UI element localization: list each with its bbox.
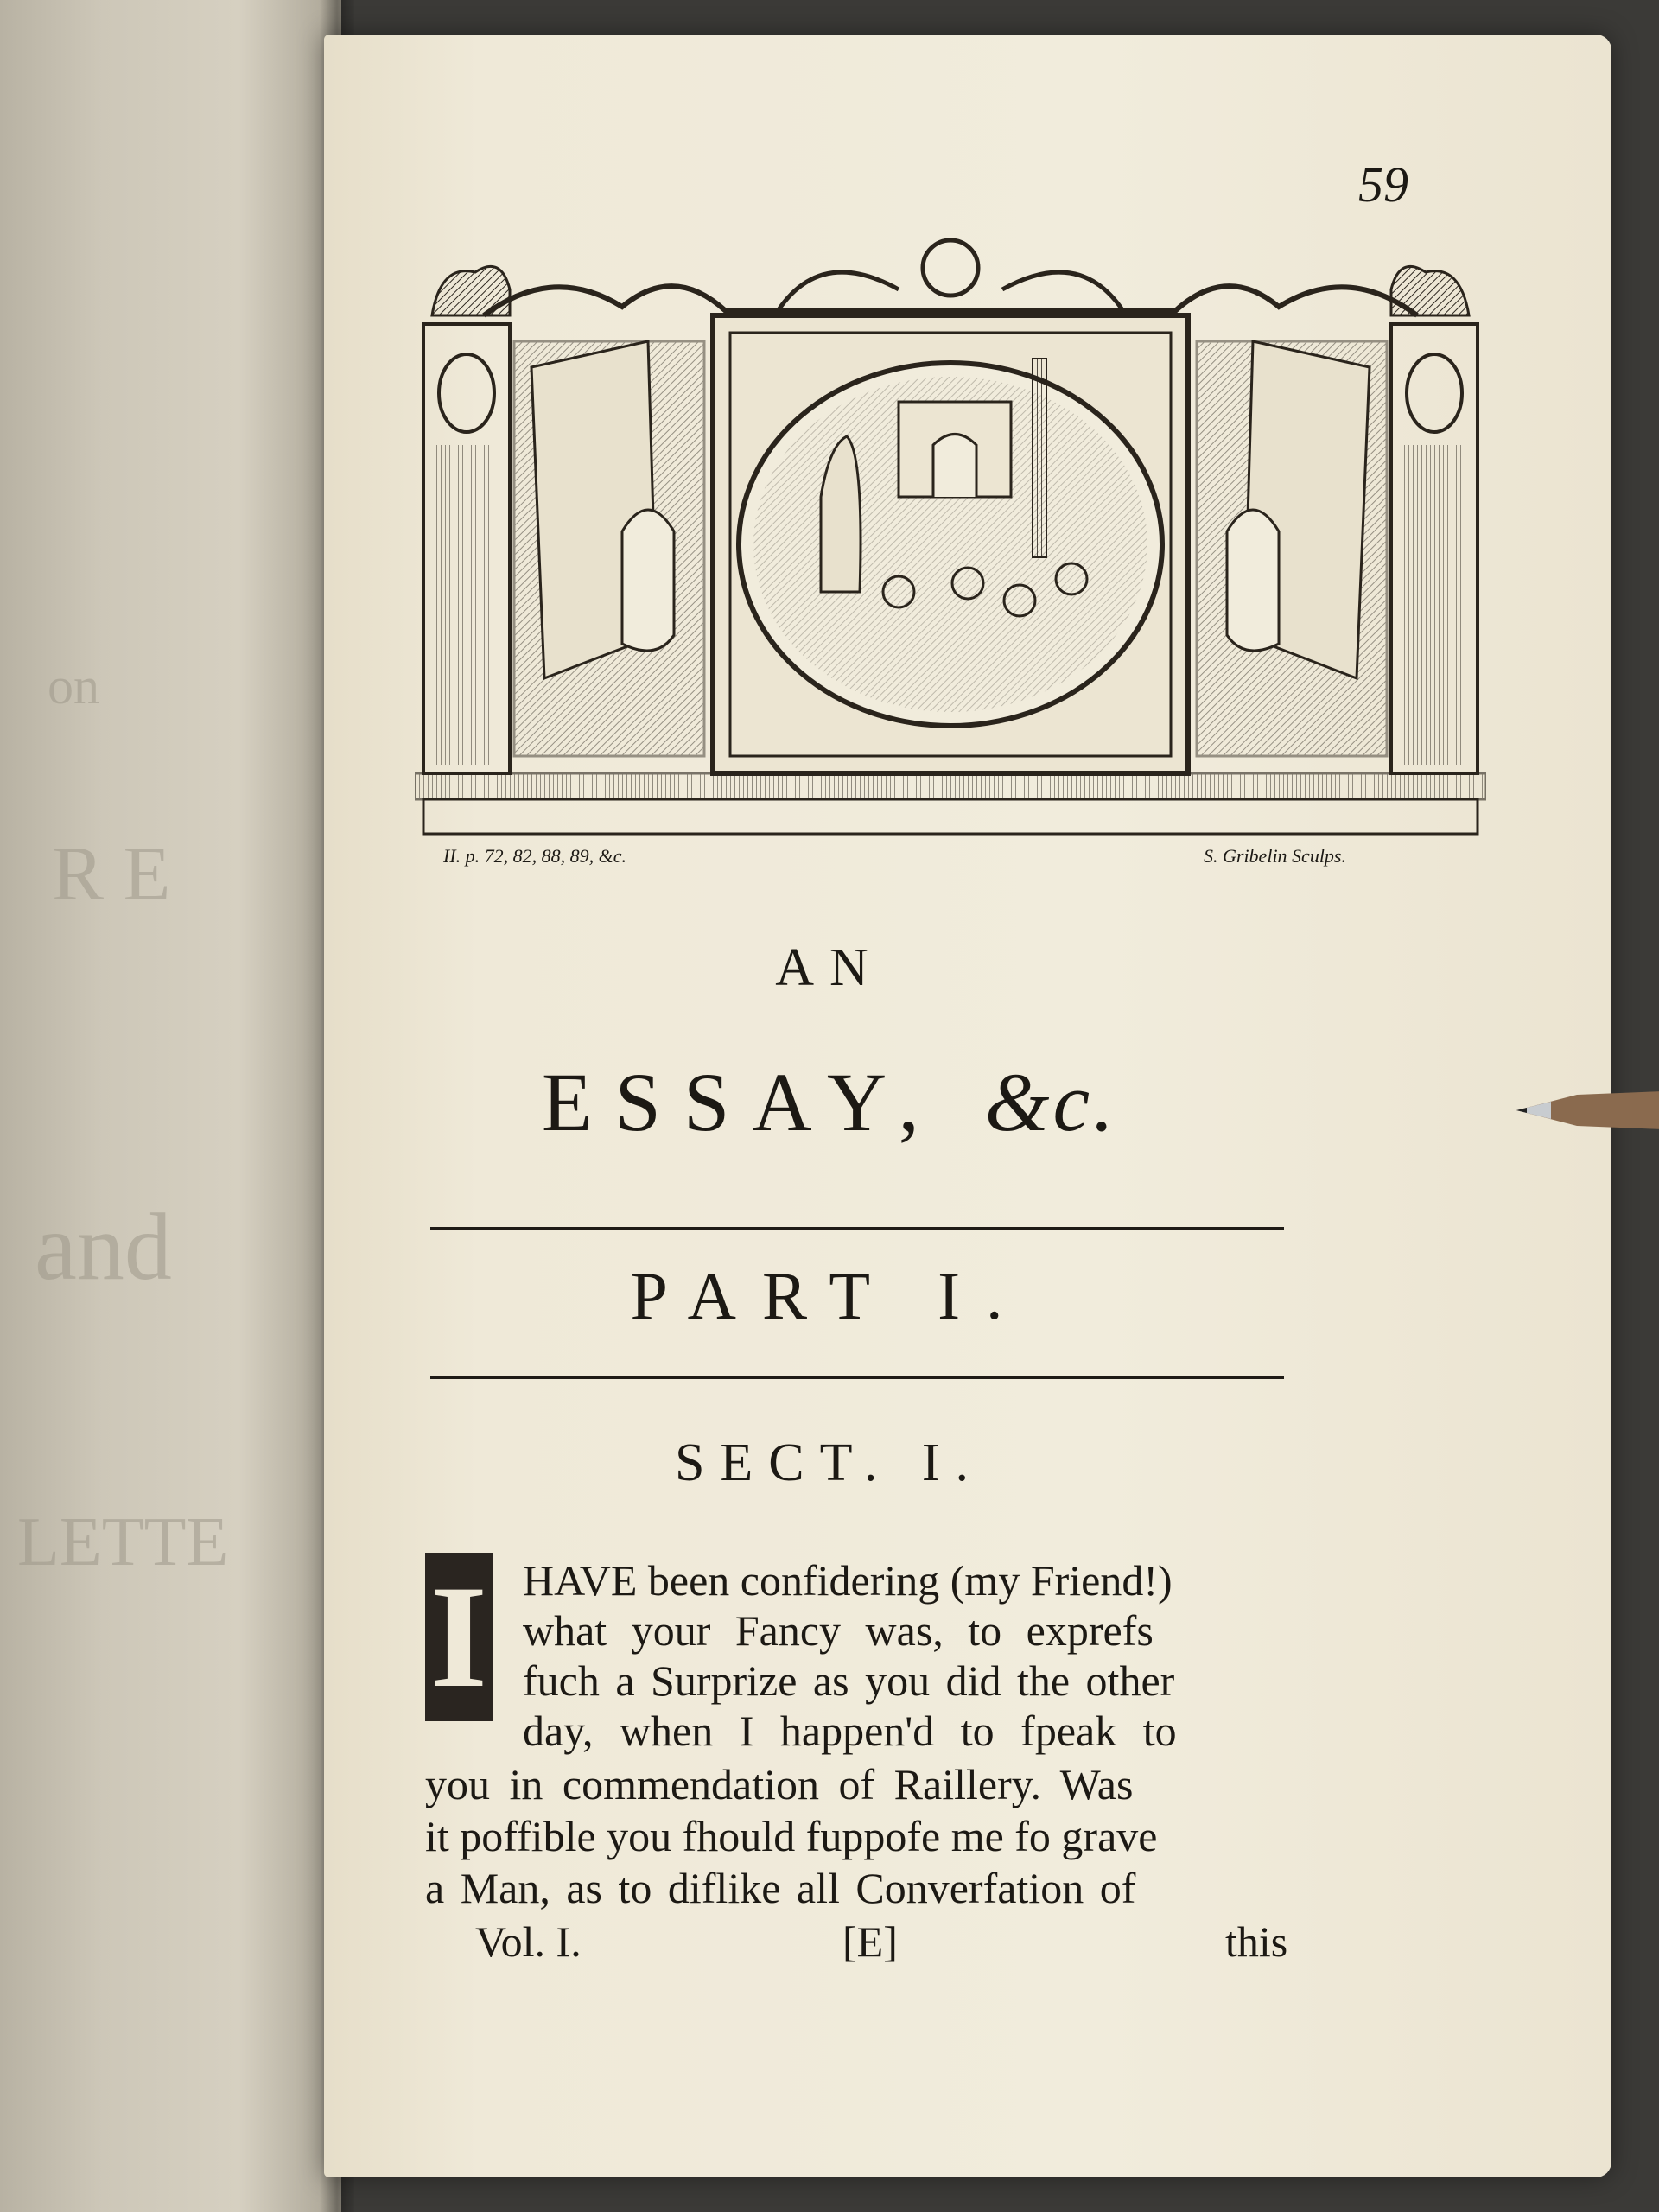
- page-number: 59: [1358, 156, 1408, 213]
- catchword: this: [1225, 1917, 1288, 1966]
- ghost-text: and: [35, 1194, 172, 1300]
- body-line: you in commendation of Raillery. Was: [425, 1760, 1134, 1808]
- heading-part: PART I.: [630, 1258, 1029, 1333]
- heading-essay: [0, 1054, 1659, 1150]
- drop-cap: I: [425, 1553, 493, 1721]
- sphinx-left: [432, 266, 510, 315]
- body-line: HAVE been confidering (my Friend!): [523, 1556, 1173, 1605]
- rule-bottom: [430, 1376, 1284, 1379]
- bust-right: [1407, 354, 1462, 432]
- bust-left: [439, 354, 494, 432]
- heading-an: AN: [775, 938, 884, 997]
- plate-reference: II. p. 72, 82, 88, 89, &c.: [443, 845, 627, 867]
- heading-etc: &c.: [984, 1056, 1118, 1148]
- column: [1033, 359, 1046, 557]
- painter-right: [1227, 510, 1279, 651]
- heading-essay-word: ESSAY,: [541, 1056, 942, 1148]
- pencil-tip: [1516, 1084, 1659, 1136]
- body-line: a Man, as to diflike all Converfation of: [425, 1864, 1136, 1912]
- heading-section: SECT. I.: [674, 1433, 985, 1492]
- painter-left: [622, 510, 674, 651]
- sphinx-right: [1391, 266, 1469, 315]
- engraver-signature: S. Gribelin Sculps.: [1204, 845, 1346, 867]
- body-line: it poffible you fhould fuppofe me fo grave: [425, 1812, 1158, 1860]
- ghost-text: on: [48, 658, 99, 715]
- volume-label: Vol. I.: [475, 1917, 582, 1966]
- body-line: what your Fancy was, to exprefs: [523, 1606, 1154, 1655]
- engraved-headpiece: [415, 229, 1486, 873]
- ghost-text: LETTE: [17, 1504, 229, 1580]
- rule-top: [430, 1227, 1284, 1230]
- ghost-text: R E: [52, 831, 171, 917]
- mask-ornament: [923, 240, 978, 296]
- body-line: fuch a Surprize as you did the other: [523, 1656, 1175, 1705]
- body-line: day, when I happen'd to fpeak to: [523, 1707, 1177, 1755]
- signature-mark: [E]: [842, 1917, 898, 1966]
